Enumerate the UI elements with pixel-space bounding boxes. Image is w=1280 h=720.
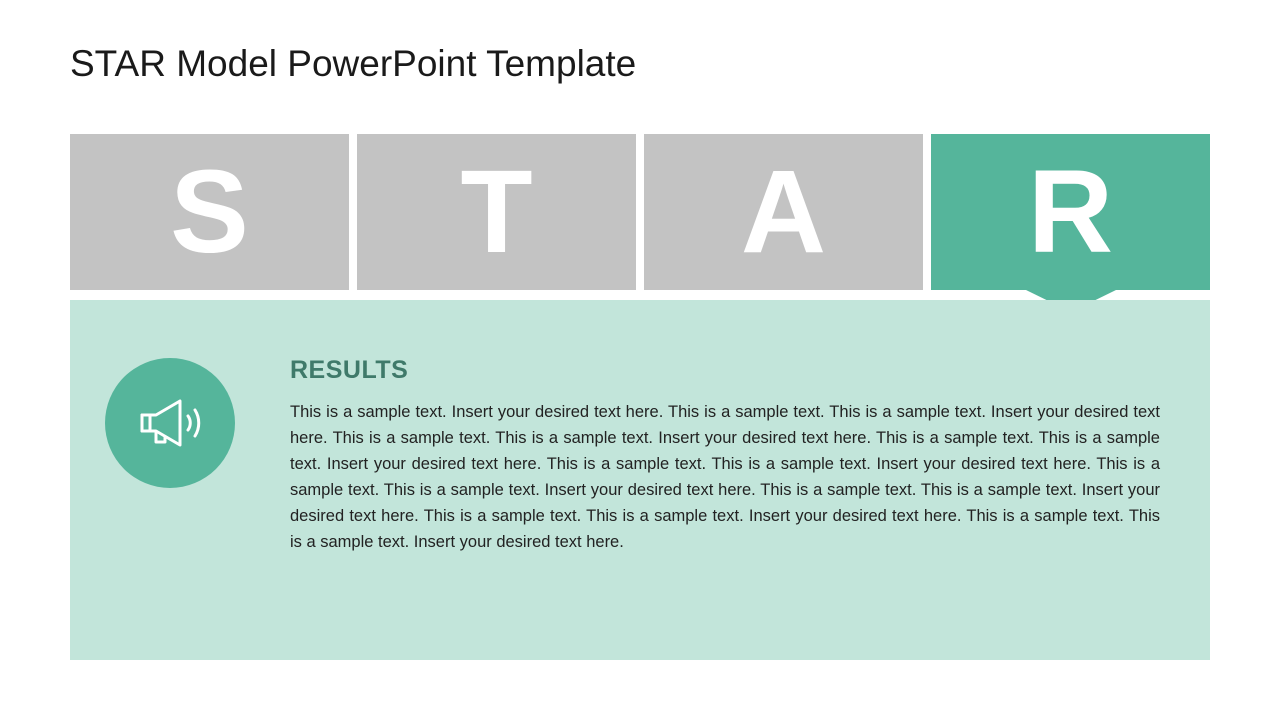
- content-panel: [70, 300, 1210, 660]
- letter-glyph-s: S: [170, 146, 249, 278]
- star-letters-row: [70, 134, 1210, 290]
- letter-box-s[interactable]: [70, 134, 349, 290]
- letter-box-r[interactable]: [931, 134, 1210, 290]
- panel-body: [290, 355, 1160, 555]
- megaphone-icon: [105, 358, 235, 488]
- panel-heading: RESULTS: [290, 356, 409, 384]
- letter-glyph-t: T: [460, 146, 533, 278]
- letter-box-a[interactable]: [644, 134, 923, 290]
- letter-glyph-a: A: [740, 146, 827, 278]
- letter-glyph-r: R: [1027, 146, 1114, 278]
- panel-description: This is a sample text. Insert your desired text here. This is a sample text. This is a sample text. Insert your desired text here. This is a sample text. This is a sample text. Insert your desired text here. This is a sample text. This is a sample text. Insert your desired text here. This is a sample text. This is a sample text. Insert your desired text here. This is a sample text. This is a sample text. Insert your desired text here. This is a sample text. This is a sample text. Insert your desired text here. This is a sample text. This is a sample text. Insert your desired text here. This is a sample text. This is a sample text. Insert your desired text here.: [290, 403, 1160, 551]
- page-title: STAR Model PowerPoint Template: [70, 43, 637, 84]
- letter-box-t[interactable]: [357, 134, 636, 290]
